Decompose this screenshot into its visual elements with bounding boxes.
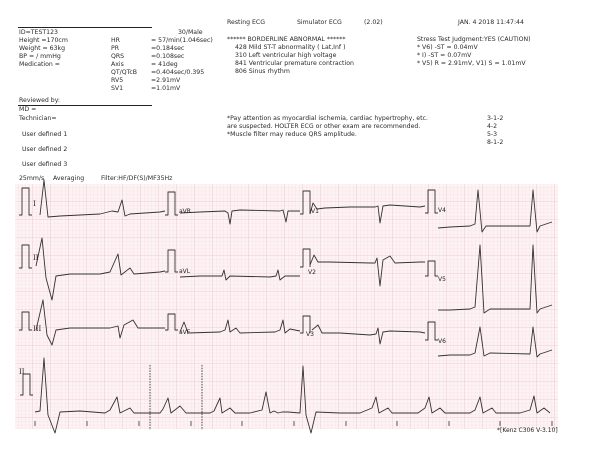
patient-id: ID=TEST123	[19, 29, 58, 36]
medication-field: Medication =	[19, 61, 60, 68]
stress-item: * I) -ST = 0.07mV	[417, 52, 472, 59]
measure-value: = 57/min(1.046sec)	[151, 37, 213, 44]
lead-label: aVL	[179, 268, 191, 275]
measure-label: Axis	[111, 61, 124, 68]
note: *Pay attention as myocardial ischemia, cardiac hypertrophy, etc.	[227, 115, 428, 122]
code: 4-2	[487, 123, 498, 130]
lead-label: aVF	[179, 329, 191, 336]
md-field: MD =	[19, 106, 37, 113]
reviewed-by: Reviewed by:	[19, 97, 60, 104]
user-defined-1: User defined 1	[22, 131, 68, 138]
interpretation-headline: ****** BORDERLINE ABNORMAL ******	[227, 36, 346, 43]
measure-label: SV1	[111, 85, 124, 92]
stress-item: * V5) R = 2.91mV, V1) S = 1.01mV	[417, 60, 526, 67]
lead-label: V6	[438, 338, 446, 345]
age-sex: 30/Male	[178, 29, 203, 36]
code: 8-1-2	[487, 139, 504, 146]
stress-judgment: Stress Test Judgment:YES (CAUTION)	[417, 36, 531, 43]
height-field: Height =170cm	[19, 37, 68, 44]
lead-label: V3	[306, 331, 314, 338]
lead-label: V2	[308, 269, 316, 276]
lead-label: III	[33, 325, 42, 333]
code: 3-1-2	[487, 115, 504, 122]
filter-settings: Filter:HF/DF(S)/MF35Hz	[101, 175, 173, 182]
code: 5-3	[487, 131, 498, 138]
lead-label: I	[33, 200, 36, 208]
measure-value: =0.184sec	[151, 45, 185, 52]
finding: 310 Left ventricular high voltage	[235, 52, 337, 59]
device-footer: *[Kenz C306 V-3.10]	[497, 427, 558, 434]
lead-label: V5	[438, 276, 446, 283]
top-rule	[18, 27, 152, 28]
bp-field: BP = / mmHg	[19, 53, 61, 60]
finding: 841 Ventricular premature contraction	[235, 60, 354, 67]
weight-field: Weight = 63kg	[19, 45, 66, 52]
measure-value: =2.91mV	[151, 77, 181, 84]
lead-label: II	[33, 254, 39, 262]
paper-speed: 25mm/s	[19, 175, 45, 182]
review-rule	[18, 105, 152, 106]
lead-label: II	[19, 368, 25, 376]
measure-label: PR	[111, 45, 120, 52]
note: are suspected. HOLTER ECG or other exam are recommended.	[227, 123, 421, 130]
finding: 428 Mild ST-T abnormality ( Lat,Inf )	[235, 44, 346, 51]
measure-label: HR	[111, 37, 120, 44]
measure-label: QT/QTcB	[111, 69, 137, 76]
measure-value: =0.108sec	[151, 53, 185, 60]
version: (2.02)	[364, 19, 383, 26]
lead-label: V4	[438, 207, 446, 214]
finding: 806 Sinus rhythm	[235, 68, 290, 75]
user-defined-3: User defined 3	[22, 161, 68, 168]
device-name: Simulator ECG	[297, 19, 342, 26]
lead-label: aVR	[179, 208, 191, 215]
technician-field: Technician=	[19, 115, 57, 122]
exam-type: Resting ECG	[227, 19, 266, 26]
stress-item: * V6) -ST = 0.04mV	[417, 44, 478, 51]
recording-mode: Averaging	[53, 175, 85, 182]
lead-label: V1	[311, 208, 319, 215]
measure-value: = 41deg	[151, 61, 178, 68]
measure-value: =1.01mV	[151, 85, 181, 92]
measure-value: =0.404sec/0.395	[151, 69, 205, 76]
datetime: JAN. 4 2018 11:47:44	[458, 19, 524, 26]
measure-label: RV5	[111, 77, 124, 84]
note: *Muscle filter may reduce QRS amplitude.	[227, 131, 357, 138]
user-defined-2: User defined 2	[22, 146, 68, 153]
measure-label: QRS	[111, 53, 125, 60]
ecg-chart	[0, 176, 600, 436]
